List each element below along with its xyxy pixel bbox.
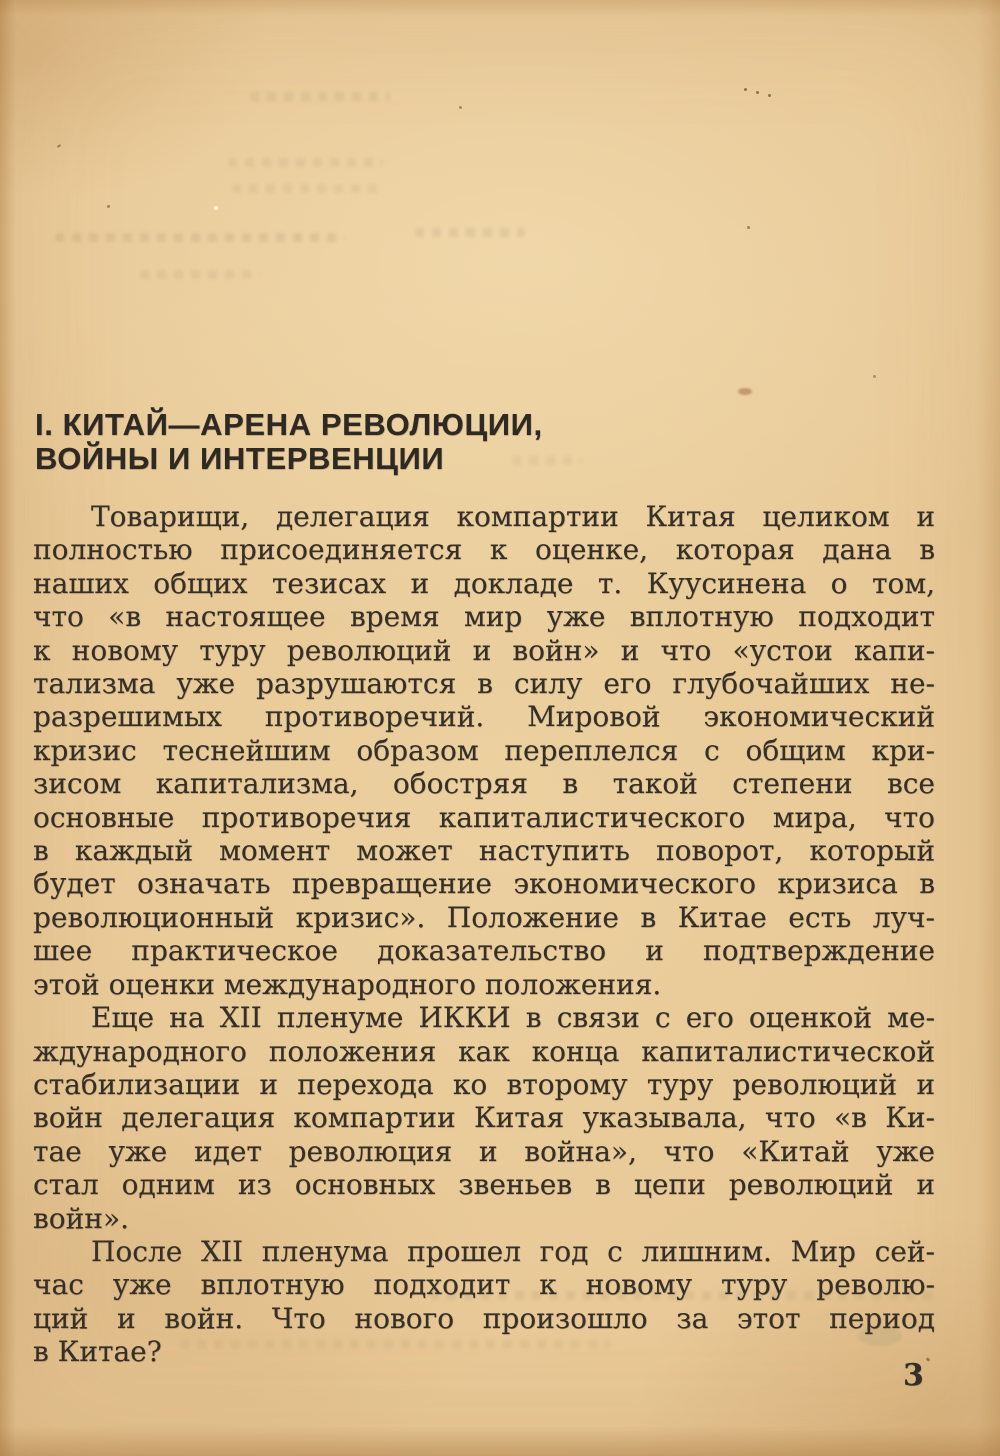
bleed-through-row: [415, 228, 525, 237]
text-line: войн».: [33, 1201, 129, 1235]
text-line: основные противоречия капиталистического мира, что: [33, 800, 935, 834]
text-line: к новому туру революций и войн» и что «устои капи-: [33, 633, 935, 667]
bleed-through-row: [55, 233, 345, 242]
text-line: полностью присоединяется к оценке, которая дана в: [33, 533, 935, 567]
text-line: будет означать превращение экономического кризиса в: [33, 867, 935, 901]
ink-smudge: [738, 388, 752, 395]
text-line: ций и войн. Что нового произошло за этот период: [33, 1301, 935, 1335]
text-line: час уже вплотную подходит к новому туру револю-: [33, 1268, 935, 1302]
speck: [873, 375, 876, 378]
text-line: Еще на XII пленуме ИККИ в связи с его оценкой ме-: [91, 1001, 935, 1035]
text-line: После XII пленума прошел год с лишним. Мир сей-: [91, 1234, 935, 1268]
speck: [756, 91, 759, 94]
body-text: [33, 500, 935, 1369]
text-line: шее практическое доказательство и подтверждение: [33, 934, 935, 968]
speck: [214, 206, 218, 210]
text-line: в Китае?: [33, 1335, 162, 1369]
speck: [744, 88, 747, 91]
text-line: революционный кризис». Положение в Китае есть луч-: [33, 900, 935, 934]
text-line: Товарищи, делегация компартии Китая целиком и: [91, 500, 935, 533]
text-line: тализма уже разрушаются в силу его глубочайших не-: [33, 667, 935, 701]
text-line: войн делегация компартии Китая указывала, что «в Ки-: [33, 1101, 935, 1135]
text-line: ждународного положения как конца капиталистической: [33, 1034, 935, 1068]
text-line: стал одним из основных звеньев в цепи революций и: [33, 1168, 935, 1202]
page-number: 3: [903, 1358, 924, 1393]
speck: [459, 106, 462, 109]
text-line: разрешимых противоречий. Мировой экономический: [33, 700, 935, 734]
text-line: зисом капитализма, обостряя в такой степени все: [33, 767, 935, 801]
speck: [57, 144, 61, 148]
text-line: что «в настоящее время мир уже вплотную подходит: [33, 600, 935, 634]
text-line: этой оценки международного положения.: [33, 967, 662, 1001]
chapter-heading-line2: ВОЙНЫ И ИНТЕРВЕНЦИИ: [35, 440, 445, 476]
bleed-through-row: [228, 158, 383, 167]
text-line: наших общих тезисах и докладе т. Куусинена о том,: [33, 566, 935, 600]
text-line: стабилизации и перехода ко второму туру революций и: [33, 1067, 935, 1101]
speck: [107, 205, 110, 208]
bleed-through-row: [140, 270, 260, 279]
chapter-heading: [35, 408, 955, 475]
text-line: в каждый момент может наступить поворот, который: [33, 834, 935, 868]
text-line: тае уже идет революция и война», что «Китай уже: [33, 1134, 935, 1168]
speck: [747, 226, 750, 229]
chapter-heading-line1: I. КИТАЙ—АРЕНА РЕВОЛЮЦИИ,: [35, 407, 543, 442]
text-line: кризис теснейшим образом переплелся с общим кри-: [33, 733, 935, 767]
bleed-through-row: [250, 92, 390, 101]
bleed-through-row: [232, 184, 382, 193]
speck: [768, 94, 771, 97]
